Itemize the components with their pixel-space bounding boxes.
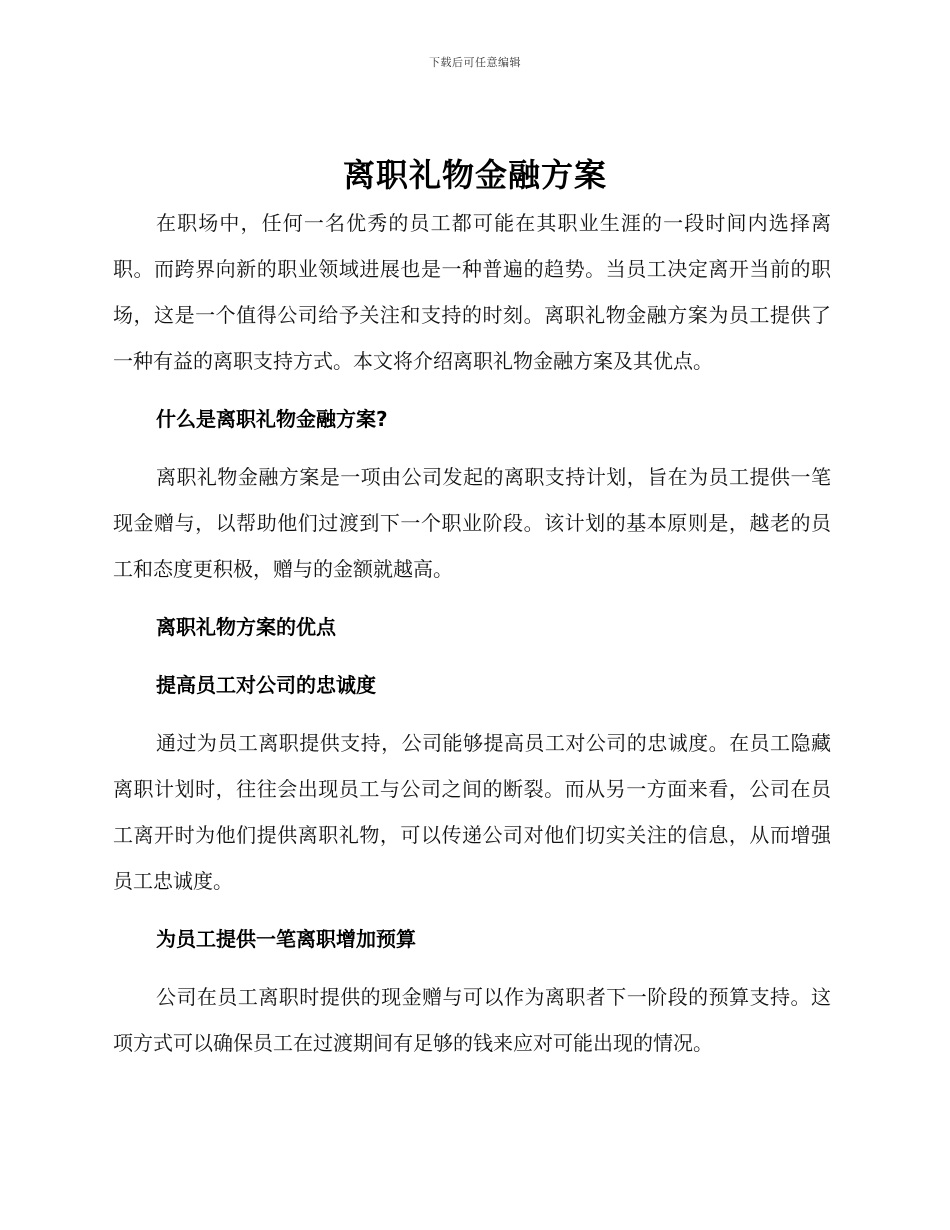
intro-paragraph: 在职场中，任何一名优秀的员工都可能在其职业生涯的一段时间内选择离职。而跨界向新的职业领域进展也是一种普遍的趋势。当员工决定离开当前的职场，这是一个值得公司给予关注和支持的时刻。离职礼物金融方案为员工提供了一种有益的离职支持方式。本文将介绍离职礼物金融方案及其优点。 [113, 211, 831, 373]
section-paragraph-what-is: 离职礼物金融方案是一项由公司发起的离职支持计划，旨在为员工提供一笔现金赠与，以帮助他们过渡到下一个职业阶段。该计划的基本原则是，越老的员工和态度更积极，赠与的金额就越高。 [113, 465, 831, 581]
subsection-heading-loyalty: 提高员工对公司的忠诚度 [156, 673, 376, 697]
subsection-paragraph-budget: 公司在员工离职时提供的现金赠与可以作为离职者下一阶段的预算支持。这项方式可以确保员工在过渡期间有足够的钱来应对可能出现的情况。 [113, 985, 831, 1055]
subsection-paragraph-loyalty: 通过为员工离职提供支持，公司能够提高员工对公司的忠诚度。在员工隐藏离职计划时，往往会出现员工与公司之间的断裂。而从另一方面来看，公司在员工离开时为他们提供离职礼物，可以传递公司对他们切实关注的信息，从而增强员工忠诚度。 [113, 731, 831, 893]
section-heading-what-is: 什么是离职礼物金融方案? [156, 407, 388, 431]
section-heading-advantages: 离职礼物方案的优点 [156, 615, 336, 639]
document-title: 离职礼物金融方案 [342, 156, 607, 194]
page-header-note: 下载后可任意编辑 [429, 56, 521, 69]
document-body [113, 200, 831, 1066]
subsection-heading-budget: 为员工提供一笔离职增加预算 [156, 927, 416, 951]
